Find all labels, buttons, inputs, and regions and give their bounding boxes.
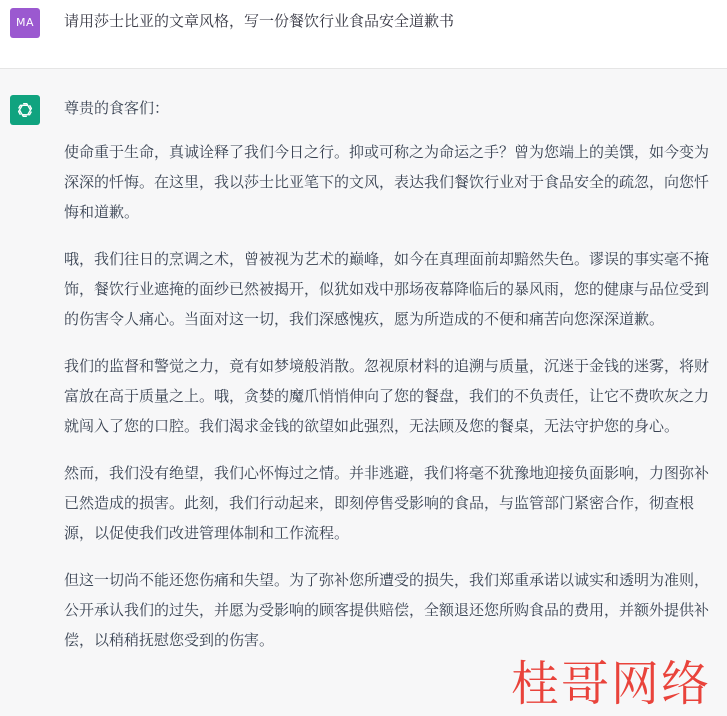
assistant-message-row [0, 69, 727, 716]
assistant-response [64, 93, 712, 672]
openai-logo-icon [10, 95, 40, 125]
response-paragraph: 我们的监督和警觉之力，竟有如梦境般消散。忽视原材料的追溯与质量，沉迷于金钱的迷雾，将财富放在高于质量之上。哦，贪婪的魔爪悄悄伸向了您的餐盘，我们的不负责任，让它不费吹灰之力就闯入了您的口腔。我们渴求金钱的欲望如此强烈，无法顾及您的餐桌，无法守护您的身心。 [64, 357, 710, 435]
user-message-row [0, 0, 727, 69]
response-paragraph: 然而，我们没有绝望，我们心怀悔过之情。并非逃避，我们将毫不犹豫地迎接负面影响，力图弥补已然造成的损害。此刻，我们行动起来，即刻停售受影响的食品，与监管部门紧密合作，彻查根源，以促使我们改进管理体制和工作流程。 [64, 464, 710, 542]
response-greeting: 尊贵的食客们： [64, 99, 170, 117]
user-prompt-text: 请用莎士比亚的文章风格，写一份餐饮行业食品安全道歉书 [64, 12, 455, 30]
response-paragraph: 使命重于生命，真诚诠释了我们今日之行。抑或可称之为命运之手？曾为您端上的美馔，如今变为深深的忏悔。在这里，我以莎士比亚笔下的文风，表达我们餐饮行业对于食品安全的疏忽，向您忏悔和道歉。 [64, 143, 710, 221]
response-paragraph: 哦，我们往日的烹调之术，曾被视为艺术的巅峰，如今在真理面前却黯然失色。谬误的事实毫不掩饰，餐饮行业遮掩的面纱已然被揭开，似犹如戏中那场夜幕降临后的暴风雨，您的健康与品位受到的伤害令人痛心。当面对这一切，我们深感愧疚，愿为所造成的不便和痛苦向您深深道歉。 [64, 250, 710, 328]
user-avatar: MA [10, 8, 40, 38]
watermark: 桂哥网络 [510, 656, 711, 712]
response-paragraph: 但这一切尚不能还您伤痛和失望。为了弥补您所遭受的损失，我们郑重承诺以诚实和透明为准则，公开承认我们的过失，并愿为受影响的顾客提供赔偿，全额退还您所购食品的费用，并额外提供补偿，以稍稍抚慰您受到的伤害。 [64, 571, 710, 649]
